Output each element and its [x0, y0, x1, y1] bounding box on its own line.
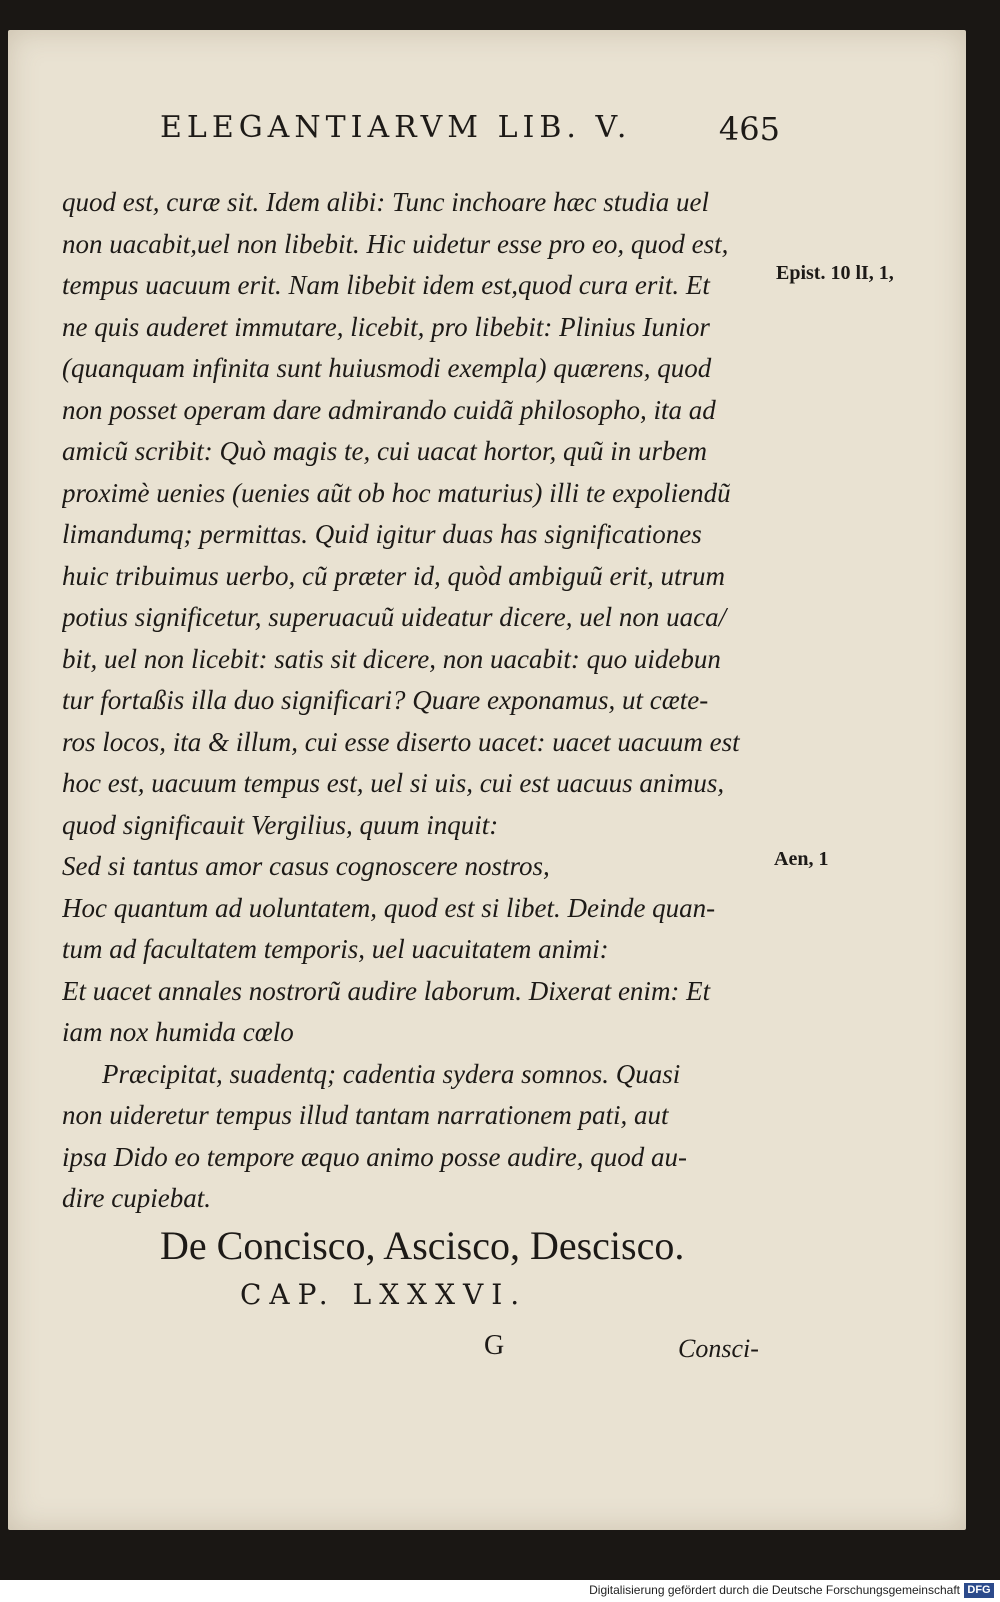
text-line: quod significauit Vergilius, quum inquit: — [62, 809, 499, 840]
text-line: quod est, curæ sit. Idem alibi: Tunc inchoare hæc studia uel — [62, 187, 709, 217]
text-line: potius significetur, superuacuũ uideatur dicere, uel non uaca/ — [62, 602, 727, 632]
funding-credit: Digitalisierung gefördert durch die Deutsche Forschungsgemeinschaft — [589, 1583, 960, 1597]
chapter-title: De Concisco, Ascisco, Descisco. — [160, 1223, 685, 1268]
text-line: Hoc quantum ad uoluntatem, quod est si libet. Deinde quan- — [62, 892, 716, 923]
body-text — [62, 182, 766, 1220]
text-line: huic tribuimus uerbo, cũ præter id, quòd ambiguũ erit, utrum — [62, 560, 725, 591]
dfg-logo: DFG — [964, 1583, 994, 1598]
text-line: dire cupiebat. — [62, 1183, 211, 1213]
margin-note-epist: Epist. 10 lI, 1, — [776, 262, 894, 284]
verse-line: iam nox humida cœlo — [62, 1017, 294, 1047]
text-line: amicũ scribit: Quò magis te, cui uacat hortor, quũ in urbem — [62, 436, 707, 466]
verse-line: Præcipitat, suadentq; cadentia sydera somnos. Quasi — [102, 1058, 681, 1089]
footer-bar — [0, 1580, 1000, 1602]
text-line: bit, uel non licebit: satis sit dicere, non uacabit: quo uidebun — [62, 643, 721, 674]
text-line: ipsa Dido eo tempore æquo animo posse audire, quod au- — [62, 1141, 687, 1172]
running-header — [160, 110, 780, 160]
text-line: non uacabit,uel non libebit. Hic uidetur esse pro eo, quod est, — [62, 228, 729, 259]
text-line: hoc est, uacuum tempus est, uel si uis, cui est uacuus animus, — [62, 768, 725, 798]
page-number: 465 — [718, 110, 780, 148]
text-line: non uideretur tempus illud tantam narrationem pati, aut — [62, 1100, 669, 1130]
signature-mark: G — [484, 1330, 505, 1361]
text-line: tum ad facultatem temporis, uel uacuitatem animi: — [62, 934, 609, 964]
text-line: tur fortaßis illa duo significari? Quare exponamus, ut cæte- — [62, 685, 709, 715]
text-line: limandumq; permittas. Quid igitur duas has significationes — [62, 519, 702, 549]
chapter-number: CAP. LXXXVI. — [240, 1278, 528, 1311]
text-line: ros locos, ita & illum, cui esse diserto uacet: uacet uacuum est — [62, 726, 740, 757]
text-line: non posset operam dare admirando cuidã philosopho, ita ad — [62, 394, 716, 425]
text-line: tempus uacuum erit. Nam libebit idem est,quod cura erit. Et — [62, 270, 710, 300]
margin-note-aen: Aen, 1 — [774, 848, 829, 870]
text-line: (quanquam infinita sunt huiusmodi exempla) quærens, quod — [62, 353, 712, 383]
text-line: ne quis auderet immutare, licebit, pro libebit: Plinius Iunior — [62, 311, 710, 342]
catchword: Consci- — [678, 1334, 759, 1363]
verse-line: Sed si tantus amor casus cognoscere nostros, — [62, 851, 550, 881]
running-title: ELEGANTIARVM LIB. V. — [160, 110, 632, 145]
verse-line: Et uacet annales nostrorũ audire laborum. Dixerat enim: Et — [62, 975, 711, 1006]
text-line: proximè uenies (uenies aũt ob hoc maturius) illi te expoliendũ — [62, 477, 731, 508]
